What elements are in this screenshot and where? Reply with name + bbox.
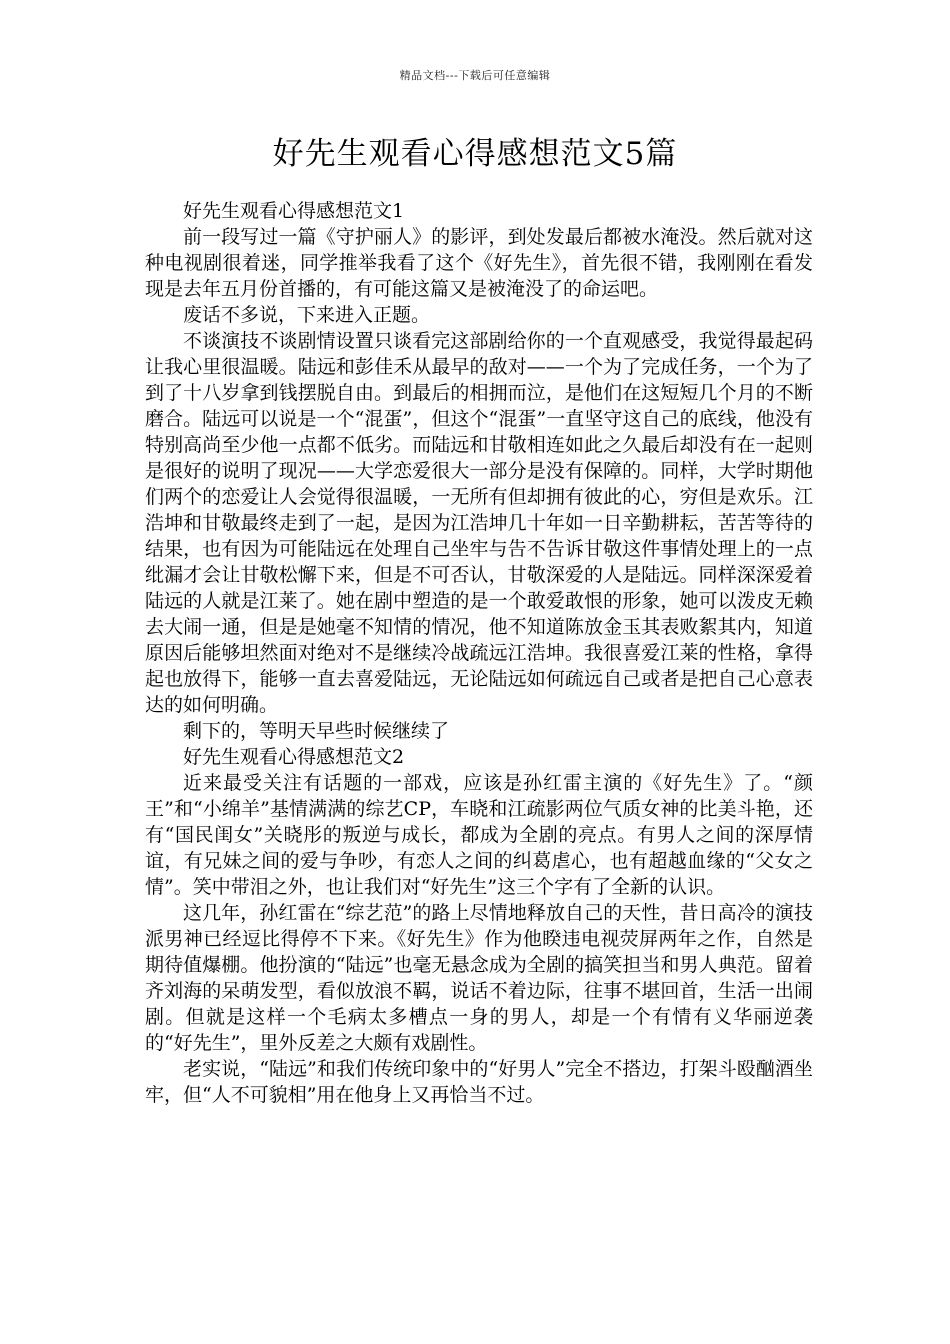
body-paragraph: 不谈演技不谈剧情设置只谈看完这部剧给你的一个直观感受，我觉得最起码让我心里很温暖。陆远和彭佳禾从最早的敌对——一个为了完成任务，一个为了到了十八岁拿到钱摆脱自由。到最后的相拥而泣，是他们在这短短几个月的不断磨合。陆远可以说是一个“混蛋”，但这个“混蛋”一直坚守这自己的底线，他没有特别高尚至少他一点都不低劣。而陆远和甘敬相连如此之久最后却没有在一起则是很好的说明了现况——大学恋爱很大一部分是没有保障的。同样，大学时期他们两个的恋爱让人会觉得很温暖，一无所有但却拥有彼此的心，穷但是欢乐。江浩坤和甘敬最终走到了一起，是因为江浩坤几十年如一日辛勤耕耘，苦苦等待的结果，也有因为可能陆远在处理自己坐牢与告不告诉甘敬这件事情处理上的一点纰漏才会让甘敬松懈下来，但是不可否认，甘敬深爱的人是陆远。同样深深爱着陆远的人就是江莱了。她在剧中塑造的是一个敢爱敢恨的形象，她可以泼皮无赖去大闹一通，但是是她毫不知情的情况，他不知道陈放金玉其表败絮其内，知道原因后能够坦然面对绝对不是继续冷战疏远江浩坤。我很喜爱江莱的性格，拿得起也放得下，能够一直去喜爱陆远，无论陆远如何疏远自己或者是把自己心意表达的如何明确。 <box>145 330 813 716</box>
body-paragraph: 剩下的，等明天早些时候继续了 <box>183 720 450 742</box>
body-paragraph: 废话不多说，下来进入正题。 <box>183 304 431 326</box>
body-paragraph: 近来最受关注有话题的一部戏，应该是孙红雷主演的《好先生》了。“颜王”和“小绵羊”基情满满的综艺CP，车晓和江疏影两位气质女神的比美斗艳，还有“国民闺女”关晓彤的叛逆与成长，都成为全剧的亮点。有男人之间的深厚情谊，有兄妹之间的爱与争吵，有恋人之间的纠葛虐心，也有超越血缘的“父女之情”。笑中带泪之外，也让我们对“好先生”这三个字有了全新的认识。 <box>145 772 813 898</box>
page-header-note: 精品文档---下载后可任意编辑 <box>399 69 551 82</box>
document-title: 好先生观看心得感想范文5篇 <box>272 136 678 172</box>
section-heading-2: 好先生观看心得感想范文2 <box>183 746 405 768</box>
body-paragraph: 这几年，孙红雷在“综艺范”的路上尽情地释放自己的天性，昔日高冷的演技派男神已经逗比得停不下来。《好先生》作为他睽违电视荧屏两年之作，自然是期待值爆棚。他扮演的“陆远”也毫无悬念成为全剧的搞笑担当和男人典范。留着齐刘海的呆萌发型，看似放浪不羁，说话不着边际，往事不堪回首，生活一出闹剧。但就是这样一个毛病太多槽点一身的男人，却是一个有情有义华丽逆袭的“好先生”，里外反差之大颇有戏剧性。 <box>145 902 813 1054</box>
body-paragraph: 前一段写过一篇《守护丽人》的影评，到处发最后都被水淹没。然后就对这种电视剧很着迷，同学推举我看了这个《好先生》，首先很不错，我刚刚在看发现是去年五月份首播的，有可能这篇又是被淹没了的命运吧。 <box>145 226 813 300</box>
document-body <box>145 198 813 1108</box>
body-paragraph: 老实说，“陆远”和我们传统印象中的“好男人”完全不搭边，打架斗殴酗酒坐牢，但“人不可貌相”用在他身上又再恰当不过。 <box>145 1058 813 1106</box>
section-heading-1: 好先生观看心得感想范文1 <box>183 200 405 222</box>
